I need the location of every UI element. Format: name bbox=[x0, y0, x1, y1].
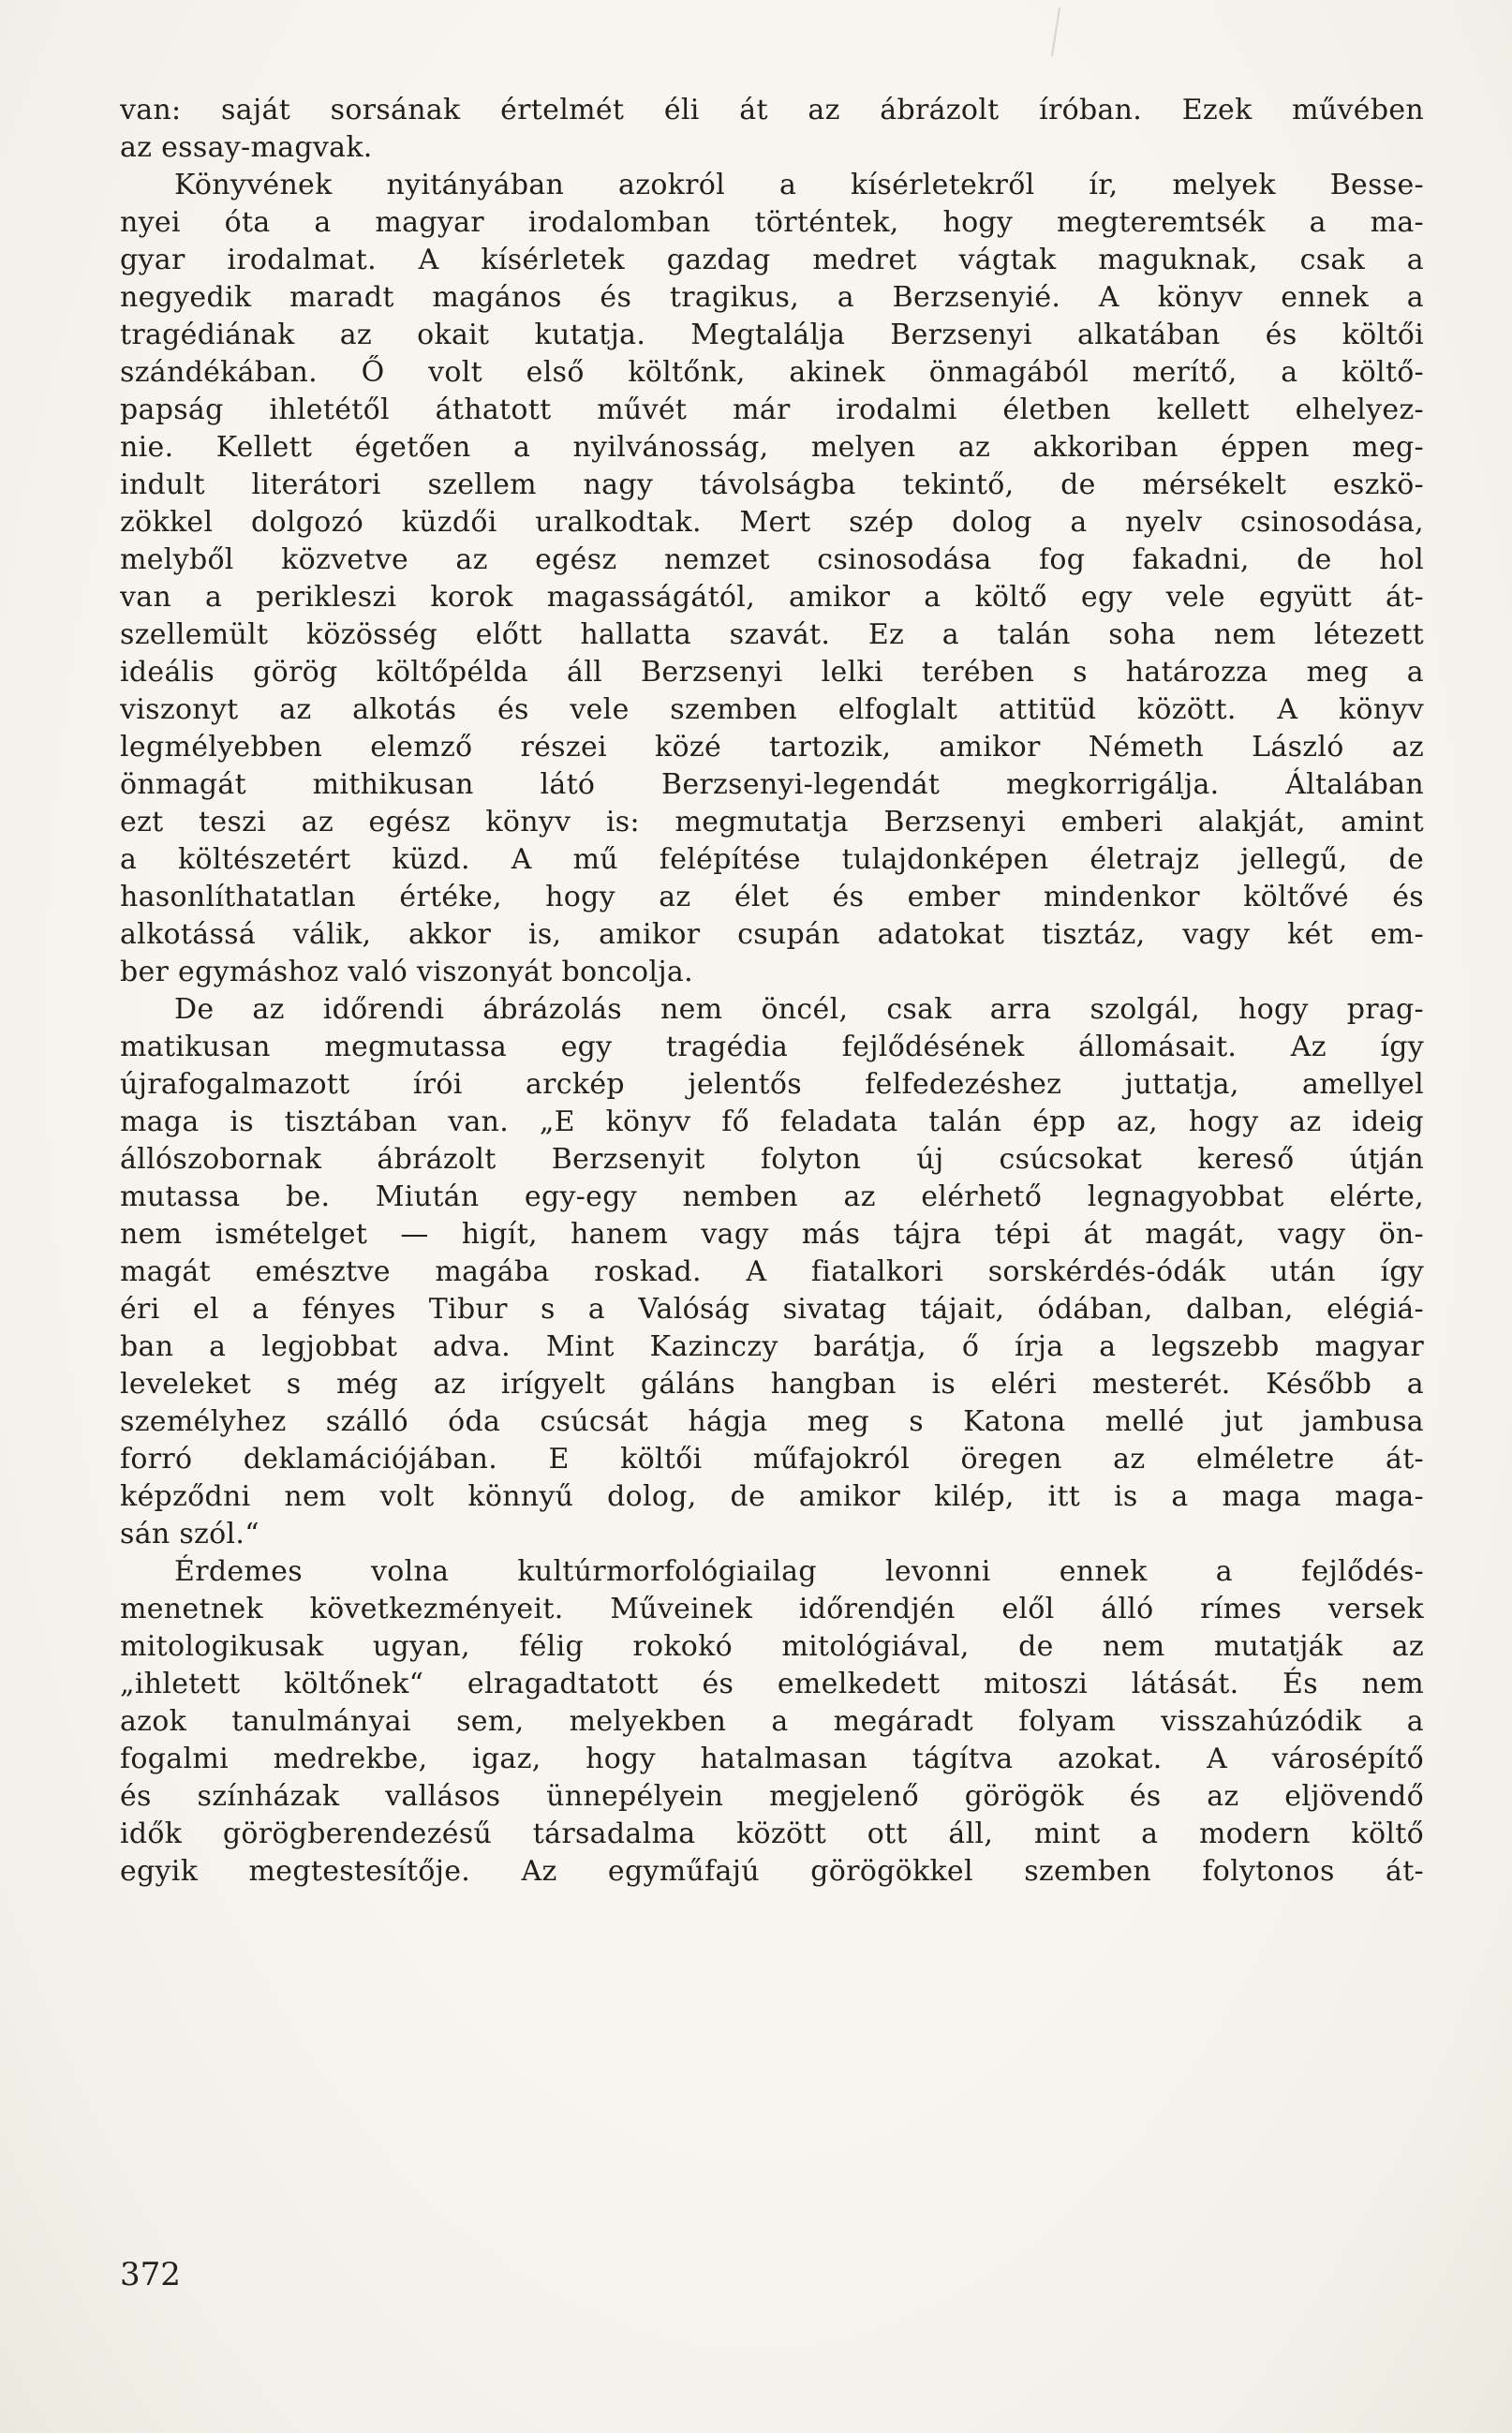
text-line: melyből közvetve az egész nemzet csinosodása fog fakadni, de hol bbox=[120, 543, 1424, 576]
paragraph bbox=[120, 167, 1424, 991]
text-line: zökkel dolgozó küzdői uralkodtak. Mert szép dolog a nyelv csinosodása, bbox=[120, 506, 1424, 539]
text-line: az essay-magvak. bbox=[120, 131, 373, 164]
text-line: azok tanulmányai sem, melyekben a megáradt folyam visszahúzódik a bbox=[120, 1705, 1424, 1738]
text-line: papság ihletétől áthatott művét már irodalmi életben kellett elhelyez- bbox=[120, 393, 1424, 426]
text-line: van: saját sorsának értelmét éli át az ábrázolt íróban. Ezek művében bbox=[120, 94, 1424, 126]
text-line: legmélyebben elemző részei közé tartozik, amikor Németh László az bbox=[120, 731, 1424, 764]
text-block bbox=[120, 92, 1424, 1891]
text-line: negyedik maradt magános és tragikus, a Berzsenyié. A könyv ennek a bbox=[120, 281, 1424, 314]
text-line: sán szól.“ bbox=[120, 1518, 259, 1550]
text-line: menetnek következményeit. Műveinek időrendjén elől álló rímes versek bbox=[120, 1593, 1424, 1625]
text-line: nyei óta a magyar irodalomban történtek, hogy megteremtsék a ma- bbox=[120, 206, 1424, 239]
paragraph bbox=[120, 1553, 1424, 1891]
text-line: „ihletett költőnek“ elragadtatott és emelkedett mitoszi látását. És nem bbox=[120, 1668, 1424, 1700]
text-line: képződni nem volt könnyű dolog, de amikor kilép, itt is a maga maga- bbox=[120, 1480, 1424, 1513]
text-line: magát emésztve magába roskad. A fiatalkori sorskérdés-ódák után így bbox=[120, 1255, 1424, 1288]
text-line: viszonyt az alkotás és vele szemben elfoglalt attitüd között. A könyv bbox=[120, 693, 1424, 726]
text-line: matikusan megmutassa egy tragédia fejlődésének állomásait. Az így bbox=[120, 1031, 1424, 1063]
text-line: mutassa be. Miután egy-egy nemben az elérhető legnagyobbat elérte, bbox=[120, 1180, 1424, 1213]
paragraph bbox=[120, 92, 1424, 167]
text-line: leveleket s még az irígyelt gáláns hangban is eléri mesterét. Később a bbox=[120, 1368, 1424, 1401]
text-line: De az időrendi ábrázolás nem öncél, csak arra szolgál, hogy prag- bbox=[174, 993, 1424, 1026]
text-line: maga is tisztában van. „E könyv fő feladata talán épp az, hogy az ideig bbox=[120, 1105, 1424, 1138]
text-line: állószobornak ábrázolt Berzsenyit folyton új csúcsokat kereső útján bbox=[120, 1143, 1424, 1176]
text-line: Érdemes volna kultúrmorfológiailag levonni ennek a fejlődés- bbox=[174, 1555, 1424, 1588]
text-line: ezt teszi az egész könyv is: megmutatja Berzsenyi emberi alakját, amint bbox=[120, 806, 1424, 838]
text-line: indult literátori szellem nagy távolságba tekintő, de mérsékelt eszkö- bbox=[120, 468, 1424, 501]
text-line: forró deklamációjában. E költői műfajokról öregen az elméletre át- bbox=[120, 1443, 1424, 1476]
text-line: éri el a fényes Tibur s a Valóság sivatag tájait, ódában, dalban, elégiá- bbox=[120, 1293, 1424, 1326]
text-line: személyhez szálló óda csúcsát hágja meg s Katona mellé jut jambusa bbox=[120, 1405, 1424, 1438]
text-line: nem ismételget — higít, hanem vagy más tájra tépi át magát, vagy ön- bbox=[120, 1218, 1424, 1251]
text-line: a költészetért küzd. A mű felépítése tulajdonképen életrajz jellegű, de bbox=[120, 843, 1424, 876]
text-line: szándékában. Ő volt első költőnk, akinek önmagából merítő, a költő- bbox=[120, 356, 1424, 389]
text-line: ber egymáshoz való viszonyát boncolja. bbox=[120, 956, 693, 988]
text-line: gyar irodalmat. A kísérletek gazdag medret vágtak maguknak, csak a bbox=[120, 244, 1424, 276]
text-line: fogalmi medrekbe, igaz, hogy hatalmasan tágítva azokat. A városépítő bbox=[120, 1743, 1424, 1775]
text-line: önmagát mithikusan látó Berzsenyi-legendát megkorrigálja. Általában bbox=[120, 768, 1424, 801]
text-line: Könyvének nyitányában azokról a kísérletekről ír, melyek Besse- bbox=[174, 169, 1424, 201]
scan-artifact bbox=[1051, 7, 1060, 56]
text-line: tragédiának az okait kutatja. Megtalálja Berzsenyi alkatában és költői bbox=[120, 319, 1424, 351]
text-line: ban a legjobbat adva. Mint Kazinczy barátja, ő írja a legszebb magyar bbox=[120, 1330, 1424, 1363]
text-line: idők görögberendezésű társadalma között ott áll, mint a modern költő bbox=[120, 1817, 1424, 1850]
paragraph bbox=[120, 991, 1424, 1553]
page-number: 372 bbox=[120, 2256, 181, 2293]
text-line: van a perikleszi korok magasságától, amikor a költő egy vele együtt át- bbox=[120, 581, 1424, 614]
text-line: hasonlíthatatlan értéke, hogy az élet és ember mindenkor költővé és bbox=[120, 881, 1424, 913]
text-line: alkotássá válik, akkor is, amikor csupán adatokat tisztáz, vagy két em- bbox=[120, 918, 1424, 951]
text-line: ideális görög költőpélda áll Berzsenyi lelki terében s határozza meg a bbox=[120, 656, 1424, 689]
text-line: mitologikusak ugyan, félig rokokó mitológiával, de nem mutatják az bbox=[120, 1630, 1424, 1663]
text-line: szellemült közösség előtt hallatta szavát. Ez a talán soha nem létezett bbox=[120, 618, 1424, 651]
text-line: nie. Kellett égetően a nyilvánosság, melyen az akkoriban éppen meg- bbox=[120, 431, 1424, 464]
text-line: újrafogalmazott írói arckép jelentős felfedezéshez juttatja, amellyel bbox=[120, 1068, 1424, 1101]
text-line: egyik megtestesítője. Az egyműfajú görögökkel szemben folytonos át- bbox=[120, 1855, 1424, 1888]
text-line: és színházak vallásos ünnepélyein megjelenő görögök és az eljövendő bbox=[120, 1780, 1424, 1813]
